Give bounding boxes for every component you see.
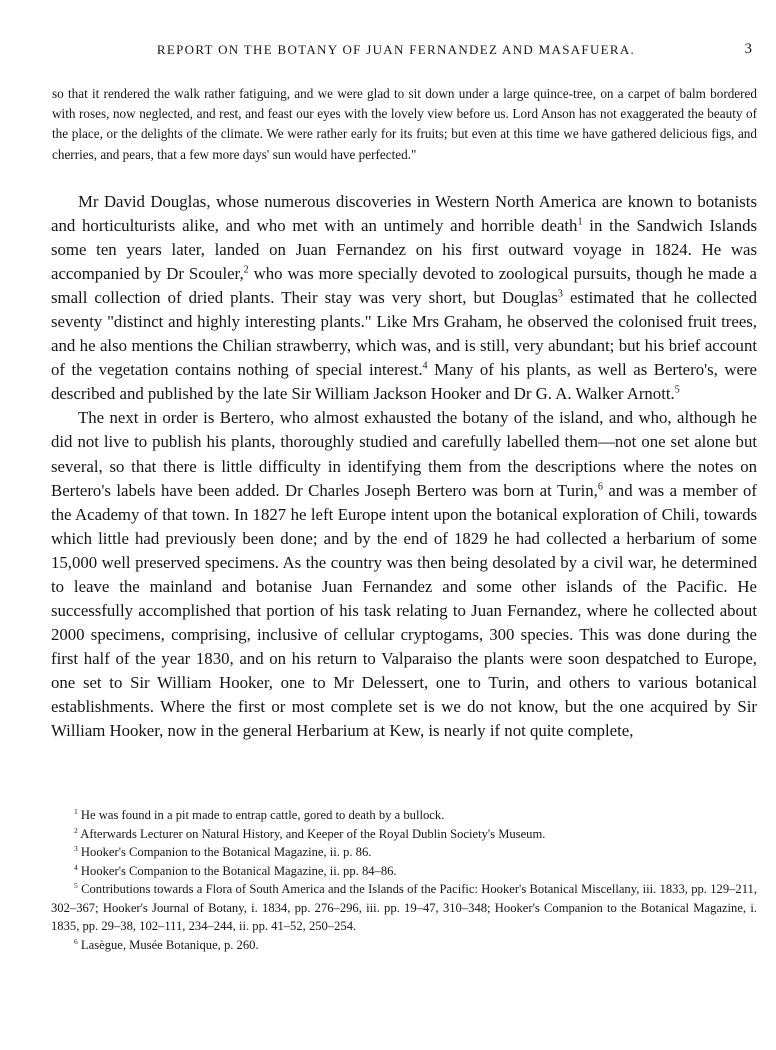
footnote xyxy=(51,843,757,862)
text-run: Many of his plants, as well as Bertero's, were described and published by the late Sir William Jackson Hooker and Dr G. A. Walker Arnott. xyxy=(51,360,757,404)
text-run: The next in order is Bertero, who almost exhausted the botany of the island, and who, although he did not live to publish his plants, thoroughly studied and carefully labelled them—not one set alone but several, so that there is little difficulty in identifying them from the descriptions where the notes on Bertero's labels have been added. Dr Charles Joseph Bertero was born at Turin, xyxy=(51,408,757,500)
paragraph-douglas xyxy=(51,190,757,406)
footnote xyxy=(51,862,757,881)
paragraph-bertero xyxy=(51,406,757,743)
text-run: Mr David Douglas, whose numerous discoveries in Western North America are known to botanists and horticulturists alike, and who met with an untimely and horrible death xyxy=(51,192,757,236)
text-run: who was more specially devoted to zoological pursuits, though he made a small collection of dried plants. Their stay was very short, but Douglas xyxy=(51,264,757,308)
running-title: REPORT ON THE BOTANY OF JUAN FERNANDEZ AND MASAFUERA. xyxy=(156,42,636,57)
footnote-ref: 3 xyxy=(557,288,563,300)
footnote-ref: 2 xyxy=(243,264,249,276)
text-run: estimated that he collected seventy "distinct and highly interesting plants." Like Mrs Graham, he observed the colonised fruit trees, and he also mentions the Chilian strawberry, which was, and is still, very abundant; but his brief account of the vegetation contains nothing of special interest. xyxy=(51,288,757,380)
footnote-text: Hooker's Companion to the Botanical Magazine, ii. pp. 84–86. xyxy=(77,863,397,878)
footnotes xyxy=(51,806,757,954)
footnote-ref: 4 xyxy=(422,360,428,372)
footnote xyxy=(51,806,757,825)
footnote-text: Hooker's Companion to the Botanical Magazine, ii. p. 86. xyxy=(77,845,372,859)
footnote-number: 2 xyxy=(74,825,78,835)
footnote-text: Afterwards Lecturer on Natural History, and Keeper of the Royal Dublin Society's Museum. xyxy=(77,826,546,841)
text-run: and was a member of the Academy of that town. In 1827 he left Europe intent upon the botanical exploration of Chili, towards which little had previously been done; and by the end of 1829 he had collected a herbarium of some 15,000 well preserved specimens. As the country was then being desolated by a civil war, he determined to leave the mainland and botanise Juan Fernandez and some other islands of the Pacific. He successfully accomplished that portion of his task relating to Juan Fernandez, where he collected about 2000 specimens, comprising, inclusive of cellular cryptogams, 300 species. This was done during the first half of the year 1830, and on his return to Valparaiso the plants were soon despatched to Europe, one set to Sir William Hooker, one to Mr Delessert, one to Turin, and others to various botanical establishments. Where the first or most complete set is we do not know, but the one acquired by Sir William Hooker, now in the general Herbarium at Kew, is nearly if not quite complete, xyxy=(51,480,757,741)
footnote-number: 5 xyxy=(74,880,78,890)
footnote-text: Contributions towards a Flora of South America and the Islands of the Pacific: Hooker's Botanical Miscellany, iii. 1833, pp. 129–211, 302–367; Hooker's Journal of Botany, i. 1834, pp. 276–296, iii. pp. 19–47, 310–348; Hooker's Companion to the Botanical Magazine, i. 1835, pp. 29–38, 102–111, 234–244, ii. pp. 41–52, 250–254. xyxy=(51,882,757,933)
footnote xyxy=(51,825,757,844)
footnote-ref: 6 xyxy=(597,480,603,492)
footnote-ref: 1 xyxy=(577,216,583,228)
text-run: in the Sandwich Islands some ten years later, landed on Juan Fernandez on his first outward voyage in 1824. He was accompanied by Dr Scouler, xyxy=(51,216,758,284)
footnote-text: Lasègue, Musée Botanique, p. 260. xyxy=(77,937,259,952)
quoted-passage: so that it rendered the walk rather fatiguing, and we were glad to sit down under a large quince-tree, on a carpet of balm bordered with roses, now neglected, and rest, and feast our eyes with the lovely view before us. Lord Anson has not exaggerated the beauty of the place, or the delights of the climate. We were rather early for its fruits; but even at this time we have gathered delicious figs, and cherries, and pears, that a few more days' sun would have perfected." xyxy=(52,86,757,162)
footnote-ref: 5 xyxy=(674,384,680,396)
footnote-number: 3 xyxy=(74,843,78,853)
footnote-number: 6 xyxy=(74,936,78,946)
footnote-number: 1 xyxy=(74,806,78,816)
footnote xyxy=(51,880,757,936)
footnote xyxy=(51,936,757,955)
footnote-text: He was found in a pit made to entrap cattle, gored to death by a bullock. xyxy=(77,808,445,822)
body-text xyxy=(51,190,757,743)
page-number: 3 xyxy=(744,41,752,57)
footnote-number: 4 xyxy=(74,862,78,872)
page-header xyxy=(40,42,752,64)
